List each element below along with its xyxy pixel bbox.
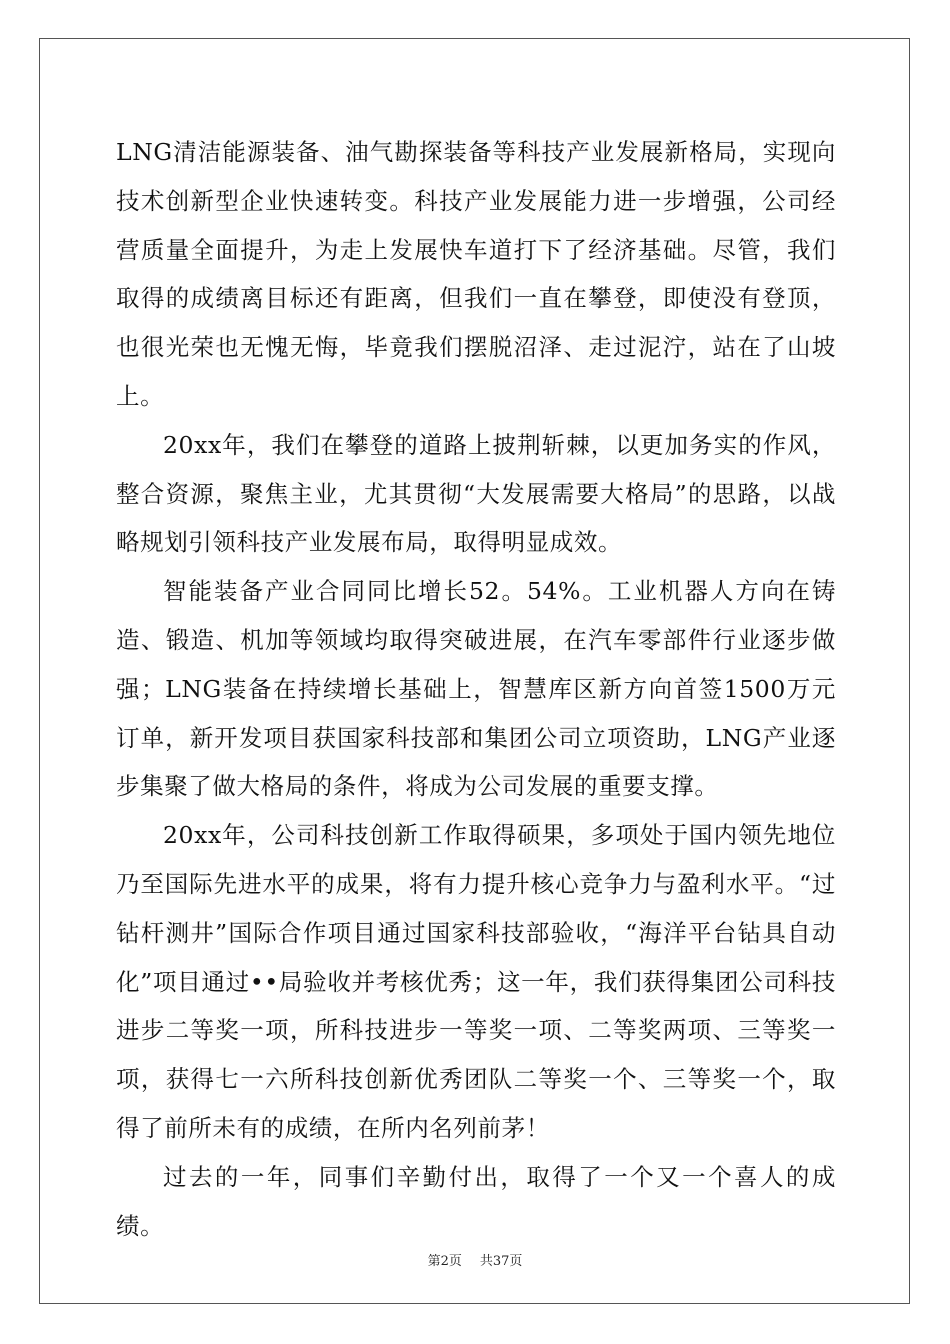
paragraph-2: 20xx年，我们在攀登的道路上披荆斩棘，以更加务实的作风，整合资源，聚焦主业，尤其贯彻“大发展需要大格局”的思路，以战略规划引领科技产业发展布局，取得明显成效。 xyxy=(116,430,836,557)
document-body xyxy=(116,128,836,1250)
paragraph-4: 20xx年，公司科技创新工作取得硕果，多项处于国内领先地位乃至国际先进水平的成果，将有力提升核心竞争力与盈利水平。“过钻杆测井”国际合作项目通过国家科技部验收，“海洋平台钻具自动化”项目通过••局验收并考核优秀；这一年，我们获得集团公司科技进步二等奖一项，所科技进步一等奖一项、二等奖两项、三等奖一项，获得七一六所科技创新优秀团队二等奖一个、三等奖一个，取得了前所未有的成绩，在所内名列前茅！ xyxy=(116,821,836,1142)
paragraph-3: 智能装备产业合同同比增长52。54%。工业机器人方向在铸造、锻造、机加等领域均取得突破进展，在汽车零部件行业逐步做强；LNG装备在持续增长基础上，智慧库区新方向首签1500万元订单，新开发项目获国家科技部和集团公司立项资助，LNG产业逐步集聚了做大格局的条件，将成为公司发展的重要支撑。 xyxy=(116,577,836,801)
page-number: 第2页 xyxy=(427,1254,462,1269)
page-footer xyxy=(0,1250,950,1269)
paragraph-5: 过去的一年，同事们辛勤付出，取得了一个又一个喜人的成绩。 xyxy=(116,1162,836,1240)
page-total: 共37页 xyxy=(479,1254,523,1269)
paragraph-1: LNG清洁能源装备、油气勘探装备等科技产业发展新格局，实现向技术创新型企业快速转变。科技产业发展能力进一步增强，公司经营质量全面提升，为走上发展快车道打下了经济基础。尽管，我们取得的成绩离目标还有距离，但我们一直在攀登，即使没有登顶，也很光荣也无愧无悔，毕竟我们摆脱沼泽、走过泥泞，站在了山坡上。 xyxy=(116,138,836,410)
